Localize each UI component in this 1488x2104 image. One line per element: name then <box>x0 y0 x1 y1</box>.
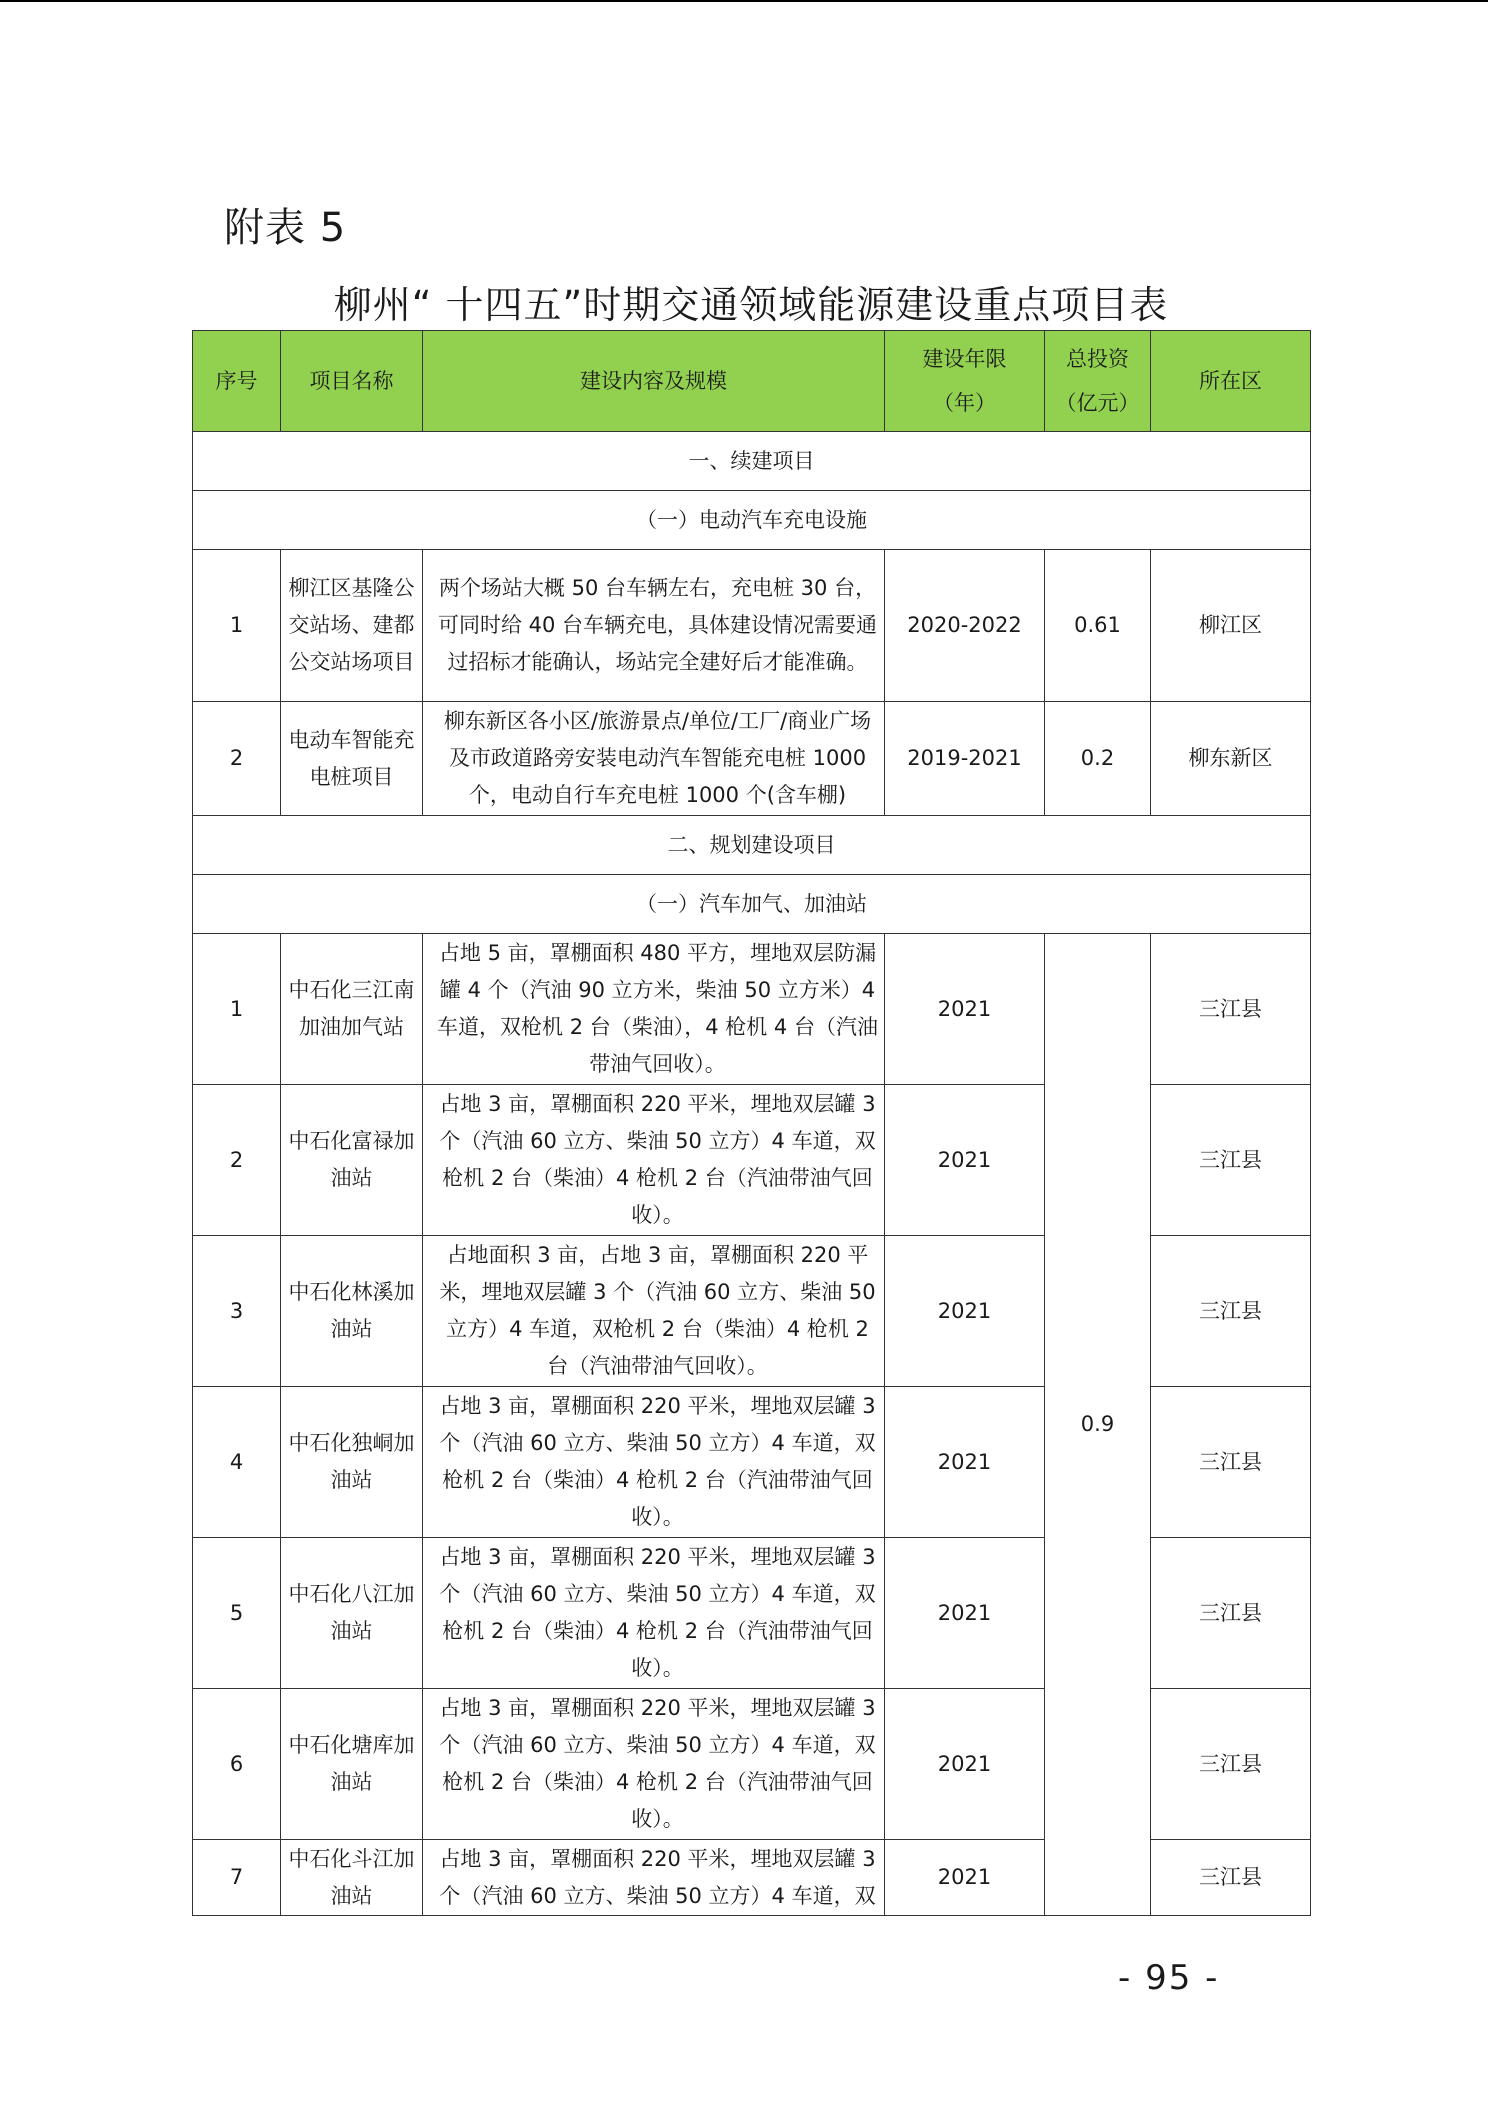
page-number: - 95 - <box>1118 1958 1220 1998</box>
cell-seq: 7 <box>193 1840 281 1916</box>
cell-district: 三江县 <box>1151 1085 1311 1236</box>
cell-district: 三江县 <box>1151 1840 1311 1916</box>
cell-content: 占地 3 亩，罩棚面积 220 平米，埋地双层罐 3 个（汽油 60 立方、柴油 50 立方）4 车道，双枪机 2 台（柴油）4 枪机 2 台（汽油带油气回收）。 <box>423 1387 885 1538</box>
cell-name: 中石化独峒加油站 <box>281 1387 423 1538</box>
cell-name: 中石化八江加油站 <box>281 1538 423 1689</box>
cell-district: 柳江区 <box>1151 550 1311 702</box>
cell-district: 三江县 <box>1151 1236 1311 1387</box>
cell-content: 占地面积 3 亩，占地 3 亩，罩棚面积 220 平米，埋地双层罐 3 个（汽油 60 立方、柴油 50 立方）4 车道，双枪机 2 台（柴油）4 枪机 2 台（汽油带油气回收）。 <box>423 1236 885 1387</box>
cell-seq: 3 <box>193 1236 281 1387</box>
header-content: 建设内容及规模 <box>423 331 885 432</box>
cell-years: 2021 <box>885 1689 1045 1840</box>
cell-invest: 0.61 <box>1045 550 1151 702</box>
section-title: 一、续建项目 <box>193 432 1311 491</box>
header-seq: 序号 <box>193 331 281 432</box>
cell-name: 中石化三江南加油加气站 <box>281 934 423 1085</box>
header-invest <box>1045 331 1151 432</box>
cell-invest-shared: 0.9 <box>1045 934 1151 1916</box>
header-years-line1: 建设年限 <box>922 347 1007 371</box>
cell-years: 2019-2021 <box>885 702 1045 816</box>
header-invest-line1: 总投资 <box>1066 347 1129 371</box>
cell-content: 占地 3 亩，罩棚面积 220 平米，埋地双层罐 3 个（汽油 60 立方、柴油 50 立方）4 车道，双枪机 2 台（柴油）4 枪机 2 台（汽油带油气回收）。 <box>423 1538 885 1689</box>
table-row <box>193 702 1311 816</box>
cell-content: 两个场站大概 50 台车辆左右，充电桩 30 台，可同时给 40 台车辆充电，具体建设情况需要通过招标才能确认，场站完全建好后才能准确。 <box>423 550 885 702</box>
cell-name: 柳江区基隆公交站场、建都公交站场项目 <box>281 550 423 702</box>
cell-invest: 0.2 <box>1045 702 1151 816</box>
cell-name: 中石化斗江加油站 <box>281 1840 423 1916</box>
cell-content: 占地 3 亩，罩棚面积 220 平米，埋地双层罐 3 个（汽油 60 立方、柴油 50 立方）4 车道，双枪机 2 台（柴油）4 枪机 2 台（汽油带油气回收）。 <box>423 1085 885 1236</box>
table-row <box>193 934 1311 1085</box>
cell-seq: 4 <box>193 1387 281 1538</box>
cell-years: 2021 <box>885 934 1045 1085</box>
cell-years: 2021 <box>885 1387 1045 1538</box>
subsection-title: （一）电动汽车充电设施 <box>193 491 1311 550</box>
cell-seq: 5 <box>193 1538 281 1689</box>
section-row <box>193 816 1311 875</box>
cell-content: 柳东新区各小区/旅游景点/单位/工厂/商业广场及市政道路旁安装电动汽车智能充电桩 1000 个，电动自行车充电桩 1000 个(含车棚) <box>423 702 885 816</box>
header-invest-line2: （亿元） <box>1055 391 1140 415</box>
cell-district: 柳东新区 <box>1151 702 1311 816</box>
header-years <box>885 331 1045 432</box>
cell-district: 三江县 <box>1151 1689 1311 1840</box>
cell-seq: 1 <box>193 934 281 1085</box>
cell-name: 电动车智能充电桩项目 <box>281 702 423 816</box>
cell-content: 占地 3 亩，罩棚面积 220 平米，埋地双层罐 3 个（汽油 60 立方、柴油 50 立方）4 车道，双 <box>423 1840 885 1916</box>
header-district: 所在区 <box>1151 331 1311 432</box>
section-row <box>193 432 1311 491</box>
cell-content: 占地 5 亩，罩棚面积 480 平方，埋地双层防漏罐 4 个（汽油 90 立方米，柴油 50 立方米）4 车道，双枪机 2 台（柴油），4 枪机 4 台（汽油带油气回收）。 <box>423 934 885 1085</box>
cell-seq: 1 <box>193 550 281 702</box>
cell-district: 三江县 <box>1151 1387 1311 1538</box>
cell-years: 2021 <box>885 1085 1045 1236</box>
subsection-row <box>193 875 1311 934</box>
cell-content: 占地 3 亩，罩棚面积 220 平米，埋地双层罐 3 个（汽油 60 立方、柴油 50 立方）4 车道，双枪机 2 台（柴油）4 枪机 2 台（汽油带油气回收）。 <box>423 1689 885 1840</box>
cell-years: 2021 <box>885 1236 1045 1387</box>
cell-district: 三江县 <box>1151 934 1311 1085</box>
cell-district: 三江县 <box>1151 1538 1311 1689</box>
cell-name: 中石化塘库加油站 <box>281 1689 423 1840</box>
cell-years: 2021 <box>885 1538 1045 1689</box>
cell-name: 中石化富禄加油站 <box>281 1085 423 1236</box>
cell-seq: 2 <box>193 1085 281 1236</box>
section-title: 二、规划建设项目 <box>193 816 1311 875</box>
table-header-row <box>193 331 1311 432</box>
table-row <box>193 550 1311 702</box>
table-title: 柳州“ 十四五”时期交通领域能源建设重点项目表 <box>333 283 1169 327</box>
cell-years: 2020-2022 <box>885 550 1045 702</box>
cell-seq: 6 <box>193 1689 281 1840</box>
appendix-label: 附表 5 <box>224 205 347 251</box>
subsection-title: （一）汽车加气、加油站 <box>193 875 1311 934</box>
subsection-row <box>193 491 1311 550</box>
project-table <box>192 330 1311 1916</box>
cell-seq: 2 <box>193 702 281 816</box>
cell-years: 2021 <box>885 1840 1045 1916</box>
header-name: 项目名称 <box>281 331 423 432</box>
top-border-line <box>0 0 1488 2</box>
cell-name: 中石化林溪加油站 <box>281 1236 423 1387</box>
header-years-line2: （年） <box>933 391 996 415</box>
